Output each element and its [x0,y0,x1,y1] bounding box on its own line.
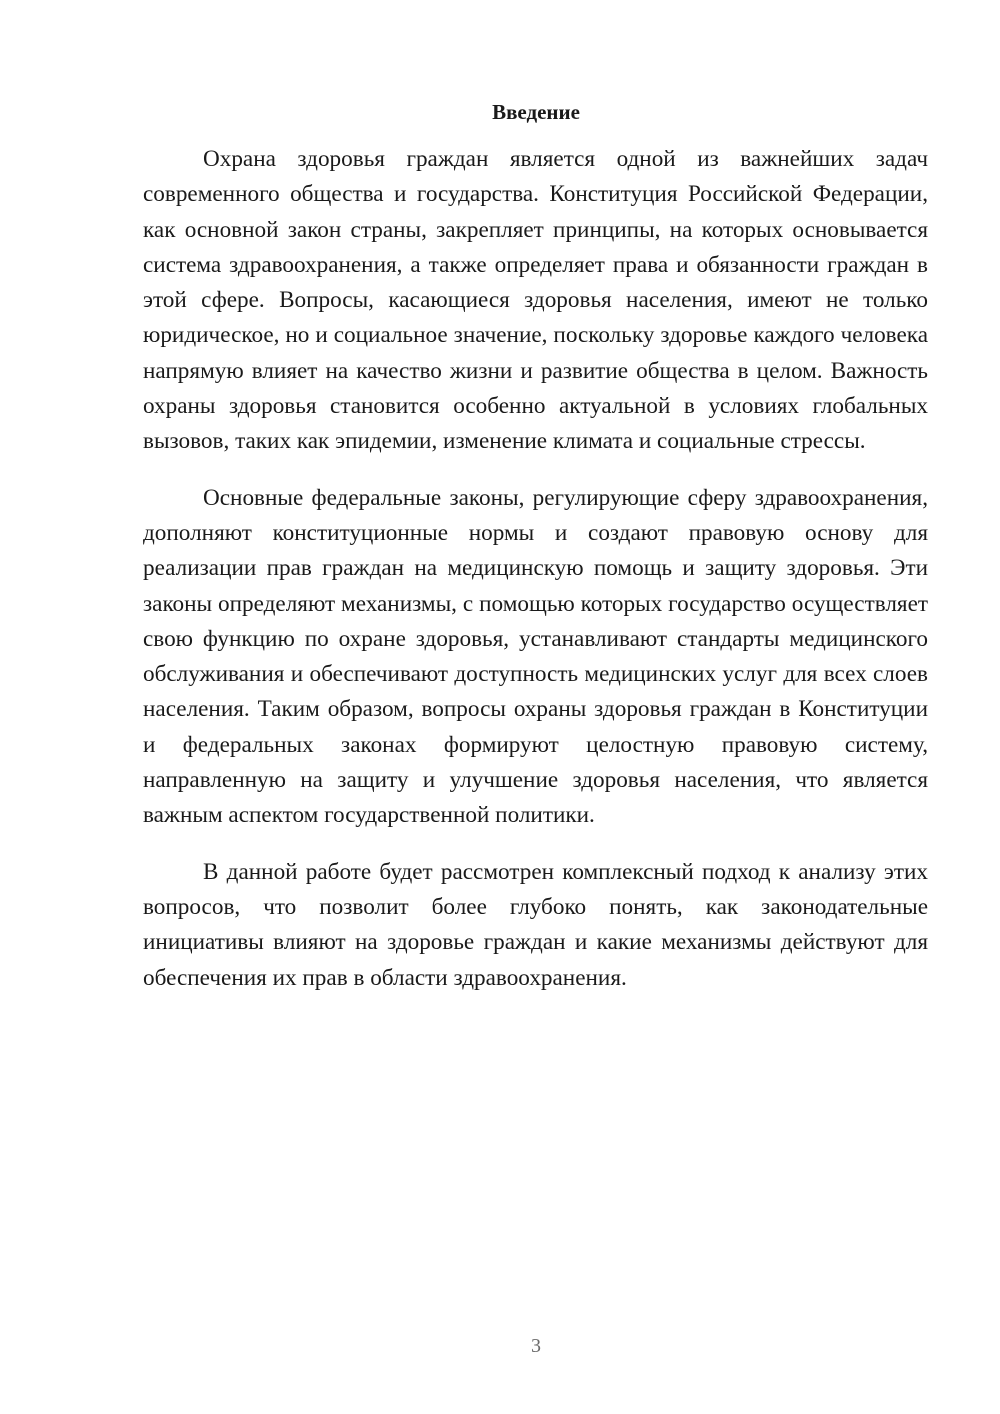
paragraph-2: Основные федеральные законы, регулирующие сферу здравоохранения, дополняют конституционные нормы и создают правовую основу для реализации прав граждан на медицинскую помощь и защиту здоровья. Эти законы определяют механизмы, с помощью которых государство осуществляет свою функцию по охране здоровья, устанавливают стандарты медицинского обслуживания и обеспечивают доступность медицинских услуг для всех слоев населения. Таким образом, вопросы охраны здоровья граждан в Конституции и федеральных законах формируют целостную правовую систему, направленную на защиту и улучшение здоровья населения, что является важным аспектом государственной политики. [143,484,928,829]
paragraph-3: В данной работе будет рассмотрен комплексный подход к анализу этих вопросов, что позволит более глубоко понять, как законодательные инициативы влияют на здоровье граждан и какие механизмы действуют для обеспечения их прав в области здравоохранения. [143,858,928,991]
body-text [143,142,928,996]
section-heading: Введение [492,100,580,124]
page-number: 3 [531,1335,541,1357]
paragraph-1: Охрана здоровья граждан является одной из важнейших задач современного общества и государства. Конституция Российской Федерации, как основной закон страны, закрепляет принципы, на которых основывается система здравоохранения, а также определяет права и обязанности граждан в этой сфере. Вопросы, касающиеся здоровья населения, имеют не только юридическое, но и социальное значение, поскольку здоровье каждого человека напрямую влияет на качество жизни и развитие общества в целом. Важность охраны здоровья становится особенно актуальной в условиях глобальных вызовов, таких как эпидемии, изменение климата и социальные стрессы. [143,146,928,455]
